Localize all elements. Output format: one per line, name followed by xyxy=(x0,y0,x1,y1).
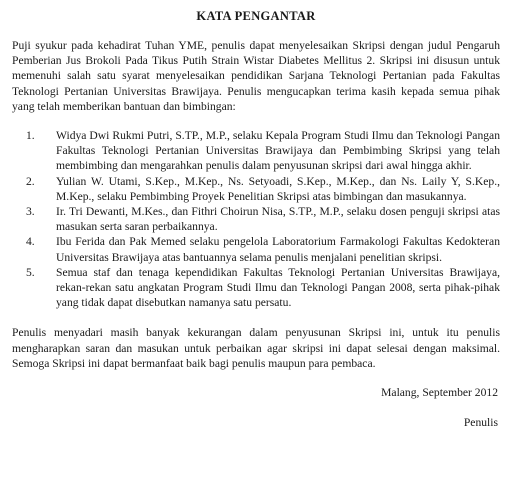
list-item xyxy=(26,234,500,264)
list-item-text: Widya Dwi Rukmi Putri, S.TP., M.P., selaku Kepala Program Studi Ilmu dan Teknologi Pangan Fakultas Teknologi Pertanian Universitas Brawijaya dan Pembimbing Skripsi yang telah membimbing dan mengarahkan penulis dalam penyusunan skripsi dari awal hingga akhir. xyxy=(56,129,500,173)
signer: Penulis xyxy=(463,416,498,430)
list-item-text: Ir. Tri Dewanti, M.Kes., dan Fithri Choirun Nisa, S.TP., M.P., selaku dosen penguji skripsi atas masukan serta saran perbaikannya. xyxy=(56,205,500,234)
list-item-number: 4. xyxy=(26,235,35,249)
list-item xyxy=(26,204,500,234)
closing-paragraph: Penulis menyadari masih banyak kekurangan dalam penyusunan Skripsi ini, untuk itu penulis mengharapkan saran dan masukan untuk perbaikan agar skripsi ini dapat selesai dengan maksimal. Semoga Skripsi ini dapat bermanfaat baik bagi penulis maupun para pembaca. xyxy=(12,326,500,370)
list-item-number: 2. xyxy=(26,174,35,188)
list-item-number: 5. xyxy=(26,265,35,279)
place-date: Malang, September 2012 xyxy=(381,386,498,400)
list-item-text: Ibu Ferida dan Pak Memed selaku pengelola Laboratorium Farmakologi Fakultas Kedokteran Universitas Brawijaya atas bantuannya selama penulis menjalani penelitian skripsi. xyxy=(56,235,500,264)
list-item-number: 3. xyxy=(26,205,35,219)
list-item-number: 1. xyxy=(26,129,35,143)
list-item xyxy=(26,174,500,204)
list-item xyxy=(26,128,500,174)
list-item-text: Semua staf dan tenaga kependidikan Fakultas Teknologi Pertanian Universitas Brawijaya, rekan-rekan satu angkatan Program Studi Ilmu dan Teknologi Pangan 2008, serta pihak-pihak yang tidak dapat disebutkan namanya satu persatu. xyxy=(56,265,500,310)
list-item xyxy=(26,265,500,311)
page-title: KATA PENGANTAR xyxy=(196,9,316,23)
intro-paragraph: Puji syukur pada kehadirat Tuhan YME, penulis dapat menyelesaikan Skripsi dengan judul Pengaruh Pemberian Jus Brokoli Pada Tikus Putih Strain Wistar Diabetes Mellitus 2. Skripsi ini disusun untuk memenuhi salah satu syarat menyelesaikan pendidikan Sarjana Teknologi Pertanian pada Fakultas Teknologi Pertanian Universitas Brawijaya. Penulis mengucapkan terima kasih kepada semua pihak yang telah memberikan bantuan dan bimbingan: xyxy=(12,39,500,113)
acknowledgement-list xyxy=(12,128,500,310)
list-item-text: Yulian W. Utami, S.Kep., M.Kep., Ns. Setyoadi, S.Kep., M.Kep., dan Ns. Laily Y, S.Kep., M.Kep., selaku Pembimbing Proyek Penelitian Skripsi atas bimbingan dan masukannya. xyxy=(56,174,500,203)
